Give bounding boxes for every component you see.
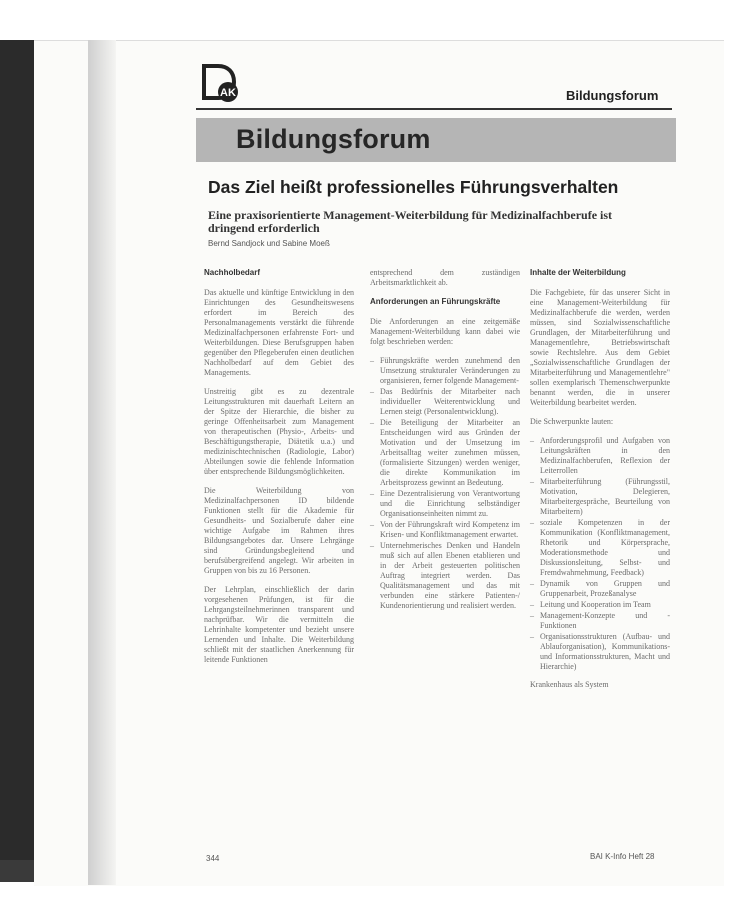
col1-paragraph: Das aktuelle und künftige Entwicklung in den Einrichtungen des Gesundheitswesens erfordert im Bereich des Personalmanagements verstärkt die führende Medizinalfachpersonen erfahrenste Fort- und Weiterbildungen. Diese Berufsgruppen haben gegenüber den Pflegeberufen einen deutlichen Nachholbedarf auf dem Gebiet des Managements. <box>204 288 354 377</box>
scan-shadow <box>0 40 34 870</box>
col1-paragraph: Die Weiterbildung von Medizinalfachpersonen ID bildende Funktionen stellt für die Akademie für Gesundheits- und Sozialberufe daher eine wichtige Aufgabe im Rahmen ihres Bildungsangebotes dar. Unsere Lehrgänge sind Gründungsbegleitend und berufsübergreifend angelegt. Wir arbeiten in Gruppen von bis zu 16 Personen. <box>204 486 354 575</box>
col1-paragraph: Unstreitig gibt es zu dezentrale Leitungsstrukturen mit dauerhaft Leitern an der Spitze der Hierarchie, die bisher zu geringe Offenheitsarbeit zum Management von therapeutischen (Physio-, Arbeits- und Beschäftigungstherapie, Diätetik u.a.) und medizinischtechnischen (Radiologie, Labor) Abteilungen sowie die fehlende Information über entsprechende Bildungsmöglichkeiten. <box>204 387 354 476</box>
column-2 <box>370 268 520 619</box>
journal-name: BAI K-Info Heft 28 <box>590 852 655 861</box>
col2-heading: Anforderungen an Führungskräfte <box>370 297 501 306</box>
list-item: – Unternehmerisches Denken und Handeln muß sich auf allen Ebenen etablieren und in der Arbeit gesteuerten politischen Auftrag integriert werden. Das Qualitätsmanagement und das mit verbunden eine stärkere Patienten-/ Kundenorientierung und realisiert werden. <box>380 541 520 611</box>
col2-paragraph: Die Anforderungen an eine zeitgemäße Management-Weiterbildung kann dabei wie folgt beschrieben werden: <box>370 317 520 346</box>
list-item: – Von der Führungskraft wird Kompetenz im Krisen- und Konfliktmanagement erwartet. <box>380 520 520 540</box>
list-item: – Anforderungsprofil und Aufgaben von Leitungskräften in den Medizinalfachberufen, Reflexion der Leiterrollen <box>540 436 670 476</box>
list-item: – Die Beteiligung der Mitarbeiter an Entscheidungen wird aus Gründen der Motivation und der Umsetzung im Arbeitsalltag weiter zunehmen müssen, (formalisierte Sitzungen) werden weniger, die direkte Kommunikation im Arbeitsprozess gewinnt an Bedeutung. <box>380 418 520 488</box>
column-3 <box>530 268 670 699</box>
article-headline: Das Ziel heißt professionelles Führungsverhalten <box>208 177 619 197</box>
list-item: – Organisationsstrukturen (Aufbau- und Ablauforganisation), Kommunikations- und Informationsstrukturen, Macht und Hierarchie) <box>540 632 670 672</box>
list-item: – Das Bedürfnis der Mitarbeiter nach individueller Weiterentwicklung und Lernen steigt (Personalentwicklung). <box>380 387 520 417</box>
page-number: 344 <box>206 854 220 863</box>
dak-logo-icon <box>200 62 242 104</box>
list-item: – Management-Konzepte und -Funktionen <box>540 611 670 631</box>
banner-title: Bildungsforum <box>236 124 431 154</box>
col3-paragraph: Die Schwerpunkte lauten: <box>530 417 614 426</box>
page-spine <box>88 40 116 885</box>
list-item: – Mitarbeiterführung (Führungsstil, Motivation, Delegieren, Mitarbeitergespräche, Beurteilung von Mitarbeitern) <box>540 477 670 517</box>
col3-heading: Inhalte der Weiterbildung <box>530 268 626 277</box>
section-label: Bildungsforum <box>566 88 659 103</box>
col1-paragraph: Der Lehrplan, einschließlich der darin vorgesehenen Prüfungen, ist für die Lehrgangsteilnehmerinnen transparent und nachprüfbar. Wir die vermitteln die Lehrinhalte kompetenter und bezieht unsere Lernenden und Inhalte. Die Weiterbildung schließt mit der staatlichen Anerkennung für leitende Funktionen <box>204 585 354 664</box>
svg-text:AK: AK <box>220 87 236 99</box>
col2-paragraph: entsprechend dem zuständigen Arbeitsmarktlichkeit ab. <box>370 268 520 287</box>
header-rule <box>196 108 672 110</box>
col3-list <box>530 436 670 672</box>
list-item: – soziale Kompetenzen in der Kommunikation (Konfliktmanagement, Rhetorik und Körpersprache, Moderationsmethode und Diskussionsleitung, Selbst- und Fremdwahrnehmung, Feedback) <box>540 518 670 578</box>
article-authors: Bernd Sandjock und Sabine Moeß <box>208 239 330 248</box>
col2-list <box>370 356 520 611</box>
col3-paragraph: Krankenhaus als System <box>530 680 609 689</box>
column-1 <box>204 268 354 674</box>
list-item: – Leitung und Kooperation im Team <box>540 600 670 610</box>
article-subhead: Eine praxisorientierte Management-Weiterbildung für Medizinalfachberufe ist dringend erforderlich <box>208 208 613 235</box>
col1-heading: Nachholbedarf <box>204 268 261 277</box>
list-item: – Führungskräfte werden zunehmend den Umsetzung strukturaler Veränderungen zu organisieren, ferner folgende Management- <box>380 356 520 386</box>
list-item: – Eine Dezentralisierung von Verantwortung und die Einrichtung selbständiger Organisationseinheiten nimmt zu. <box>380 489 520 519</box>
list-item: – Dynamik von Gruppen und Gruppenarbeit, Prozeßanalyse <box>540 579 670 599</box>
col3-paragraph: Die Fachgebiete, für das unserer Sicht in eine Management-Weiterbildung für Medizinalfachberufe die werden, werden müssen, sind Sozialwissenschaftliche Grundlagen, der Mitarbeiterführung und Managementlehre, Betriebswirtschaft sowie Rechtslehre. Aus dem Gebiet „Sozialwissenschaftliche Grundlagen der Mitarbeiterführung und Managementlehre" sollen exemplarisch Themenschwerpunkte benannt werden, die in unserer Weiterbildung bearbeitet werden. <box>530 288 670 407</box>
